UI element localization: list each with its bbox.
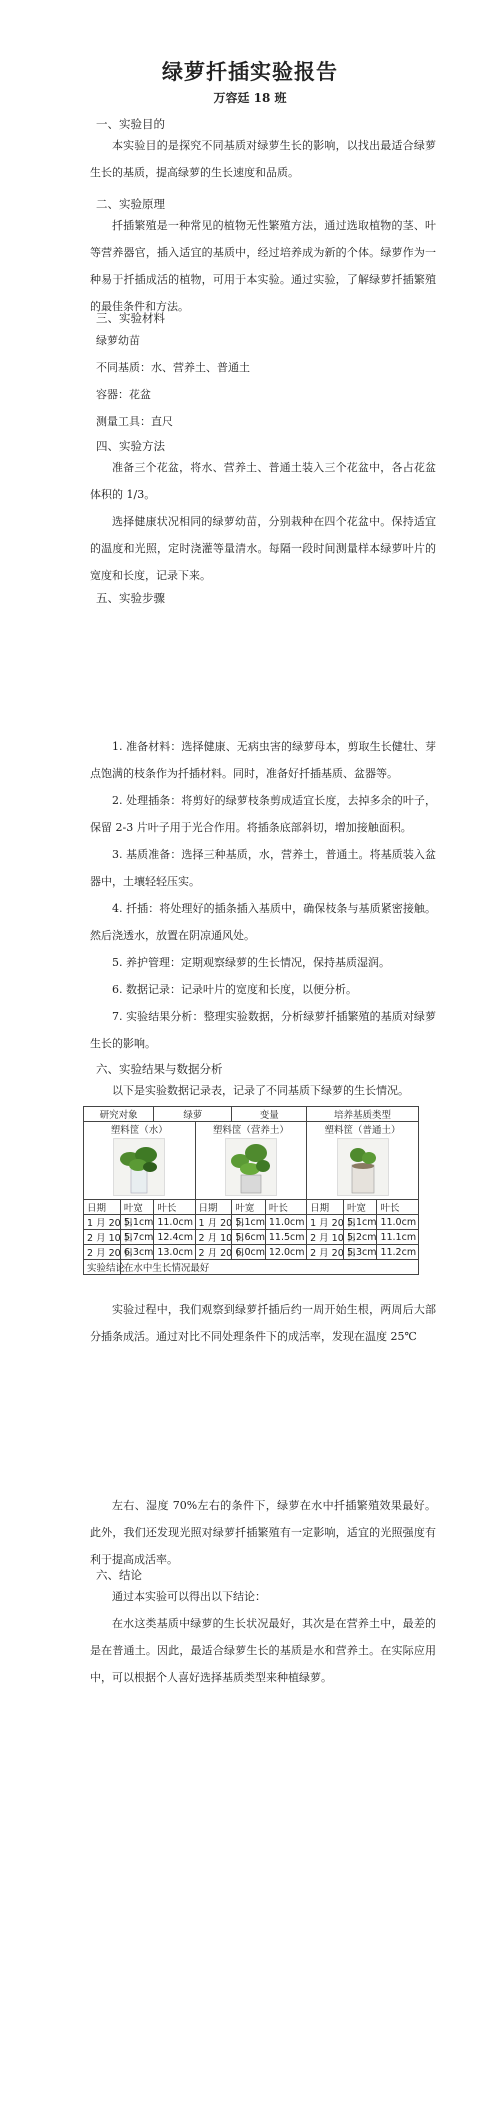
method-paragraph: 选择健康状况相同的绿萝幼苗，分别栽种在四个花盆中。保持适宜的温度和光照，定时浇灌等量清水。每隔一段时间测量样本绿萝叶片的宽度和长度，记录下来。 <box>90 515 436 582</box>
materials-item: 容器：花盆 <box>96 388 151 401</box>
table-cell: 5.3cm <box>343 1245 377 1260</box>
results-intro: 以下是实验数据记录表，记录了不同基质下绿萝的生长情况。 <box>112 1084 409 1097</box>
table-cell: 11.2cm <box>377 1245 419 1260</box>
section-heading-conclusion: 六、结论 <box>96 1568 142 1582</box>
step-item: 4. 扦插：将处理好的插条插入基质中，确保枝条与基质紧密接触。然后浇透水，放置在阴凉通风处。 <box>90 902 436 942</box>
table-cell: 12.0cm <box>265 1245 306 1260</box>
section-heading-purpose: 一、实验目的 <box>96 117 165 131</box>
table-cell: 6.3cm <box>120 1245 154 1260</box>
table-cell: 2 月 20 日 <box>307 1245 344 1260</box>
table-photo-row <box>84 1122 419 1200</box>
col-header-cell: 叶宽 <box>232 1200 266 1215</box>
step-item: 1. 准备材料：选择健康、无病虫害的绿萝母本，剪取生长健壮、芽点饱满的枝条作为扦插材料。同时，准备好扦插基质、盆器等。 <box>90 740 436 780</box>
table-header-cell: 培养基质类型 <box>307 1107 419 1122</box>
container-cell <box>307 1122 419 1200</box>
table-cell: 1 月 20 日 <box>195 1215 232 1230</box>
table-header-cell: 研究对象 <box>84 1107 154 1122</box>
section-heading-principle: 二、实验原理 <box>96 197 165 211</box>
table-cell: 2 月 20 日 <box>195 1245 232 1260</box>
table-cell: 1 月 20 日 <box>307 1215 344 1230</box>
materials-item: 绿萝幼苗 <box>96 334 140 347</box>
plant-photo-ordinary-soil <box>337 1138 389 1196</box>
col-header-cell: 日期 <box>195 1200 232 1215</box>
conclusion-paragraph: 在水这类基质中绿萝的生长状况最好，其次是在营养土中，最差的是在普通土。因此，最适合绿萝生长的基质是水和营养土。在实际应用中，可以根据个人喜好选择基质类型来种植绿萝。 <box>90 1617 436 1684</box>
data-table <box>83 1106 419 1275</box>
table-cell: 5.7cm <box>120 1230 154 1245</box>
table-row <box>84 1245 419 1260</box>
table-cell: 2 月 10 日 <box>307 1230 344 1245</box>
results-paragraph: 实验过程中，我们观察到绿萝扦插后约一周开始生根，两周后大部分插条成活。通过对比不同处理条件下的成活率，发现在温度 25℃ <box>90 1303 436 1343</box>
section-heading-materials: 三、实验材料 <box>96 311 165 325</box>
table-cell: 12.4cm <box>154 1230 195 1245</box>
table-cell: 11.1cm <box>377 1230 419 1245</box>
container-cell <box>195 1122 307 1200</box>
table-cell: 5.2cm <box>343 1230 377 1245</box>
step-item: 2. 处理插条：将剪好的绿萝枝条剪成适宜长度，去掉多余的叶子，保留 2-3 片叶子用于光合作用。将插条底部斜切，增加接触面积。 <box>90 794 436 834</box>
materials-item: 测量工具：直尺 <box>96 415 173 428</box>
table-cell: 5.6cm <box>232 1230 266 1245</box>
method-paragraph: 准备三个花盆，将水、营养土、普通土装入三个花盆中，各占花盆体积的 1/3。 <box>90 461 436 501</box>
table-col-header-row <box>84 1200 419 1215</box>
table-cell: 11.0cm <box>154 1215 195 1230</box>
table-cell: 6.0cm <box>232 1245 266 1260</box>
step-item: 5. 养护管理：定期观察绿萝的生长情况，保持基质湿润。 <box>112 956 390 969</box>
section-heading-results: 六、实验结果与数据分析 <box>96 1062 223 1076</box>
table-cell: 11.0cm <box>377 1215 419 1230</box>
materials-item: 不同基质：水、营养土、普通土 <box>96 361 250 374</box>
table-header-row <box>84 1107 419 1122</box>
container-label: 塑料筐（水） <box>110 1125 168 1136</box>
table-cell: 13.0cm <box>154 1245 195 1260</box>
col-header-cell: 叶长 <box>265 1200 306 1215</box>
table-row <box>84 1230 419 1245</box>
step-item: 3. 基质准备：选择三种基质，水，营养土，普通土。将基质装入盆器中，土壤轻轻压实。 <box>90 848 436 888</box>
step-item: 6. 数据记录：记录叶片的宽度和长度，以便分析。 <box>112 983 357 996</box>
col-header-cell: 日期 <box>307 1200 344 1215</box>
col-header-cell: 叶长 <box>154 1200 195 1215</box>
report-title: 绿萝扦插实验报告 <box>162 59 338 84</box>
table-row <box>84 1215 419 1230</box>
table-cell: 11.5cm <box>265 1230 306 1245</box>
table-header-cell: 绿萝 <box>154 1107 232 1122</box>
conclusion-text-cell: 在水中生长情况最好 <box>120 1260 418 1275</box>
plant-photo-water <box>113 1138 165 1196</box>
author-line: 万容廷 18 班 <box>213 91 287 105</box>
results-paragraph: 左右、湿度 70%左右的条件下，绿萝在水中扦插繁殖效果最好。此外，我们还发现光照对绿萝扦插繁殖有一定影响，适宜的光照强度有利于提高成活率。 <box>90 1499 436 1566</box>
section-heading-method: 四、实验方法 <box>96 439 165 453</box>
purpose-paragraph: 本实验目的是探究不同基质对绿萝生长的影响，以找出最适合绿萝生长的基质，提高绿萝的生长速度和品质。 <box>90 139 436 179</box>
table-cell: 2 月 10 日 <box>84 1230 121 1245</box>
table-cell: 2 月 20 日 <box>84 1245 121 1260</box>
section-heading-steps: 五、实验步骤 <box>96 591 165 605</box>
table-cell: 11.0cm <box>265 1215 306 1230</box>
table-cell: 5.1cm <box>232 1215 266 1230</box>
conclusion-label-cell: 实验结论 <box>84 1260 121 1275</box>
table-cell: 2 月 10 日 <box>195 1230 232 1245</box>
col-header-cell: 日期 <box>84 1200 121 1215</box>
table-cell: 5.1cm <box>343 1215 377 1230</box>
col-header-cell: 叶宽 <box>120 1200 154 1215</box>
table-conclusion-row <box>84 1260 419 1275</box>
conclusion-paragraph: 通过本实验可以得出以下结论： <box>112 1590 266 1603</box>
col-header-cell: 叶长 <box>377 1200 419 1215</box>
container-label: 塑料筐（普通土） <box>324 1125 401 1136</box>
container-label: 塑料筐（营养土） <box>212 1125 289 1136</box>
table-cell: 5.1cm <box>120 1215 154 1230</box>
col-header-cell: 叶宽 <box>343 1200 377 1215</box>
step-item: 7. 实验结果分析：整理实验数据，分析绿萝扦插繁殖的基质对绿萝生长的影响。 <box>90 1010 436 1050</box>
principle-paragraph: 扦插繁殖是一种常见的植物无性繁殖方法，通过选取植物的茎、叶等营养器官，插入适宜的基质中，经过培养成为新的个体。绿萝作为一种易于扦插成活的植物，可用于本实验。通过实验，了解绿萝扦插繁殖的最佳条件和方法。 <box>90 219 436 313</box>
table-header-cell: 变量 <box>232 1107 307 1122</box>
table-cell: 1 月 20 日 <box>84 1215 121 1230</box>
container-cell <box>84 1122 196 1200</box>
plant-photo-nutrient-soil <box>225 1138 277 1196</box>
